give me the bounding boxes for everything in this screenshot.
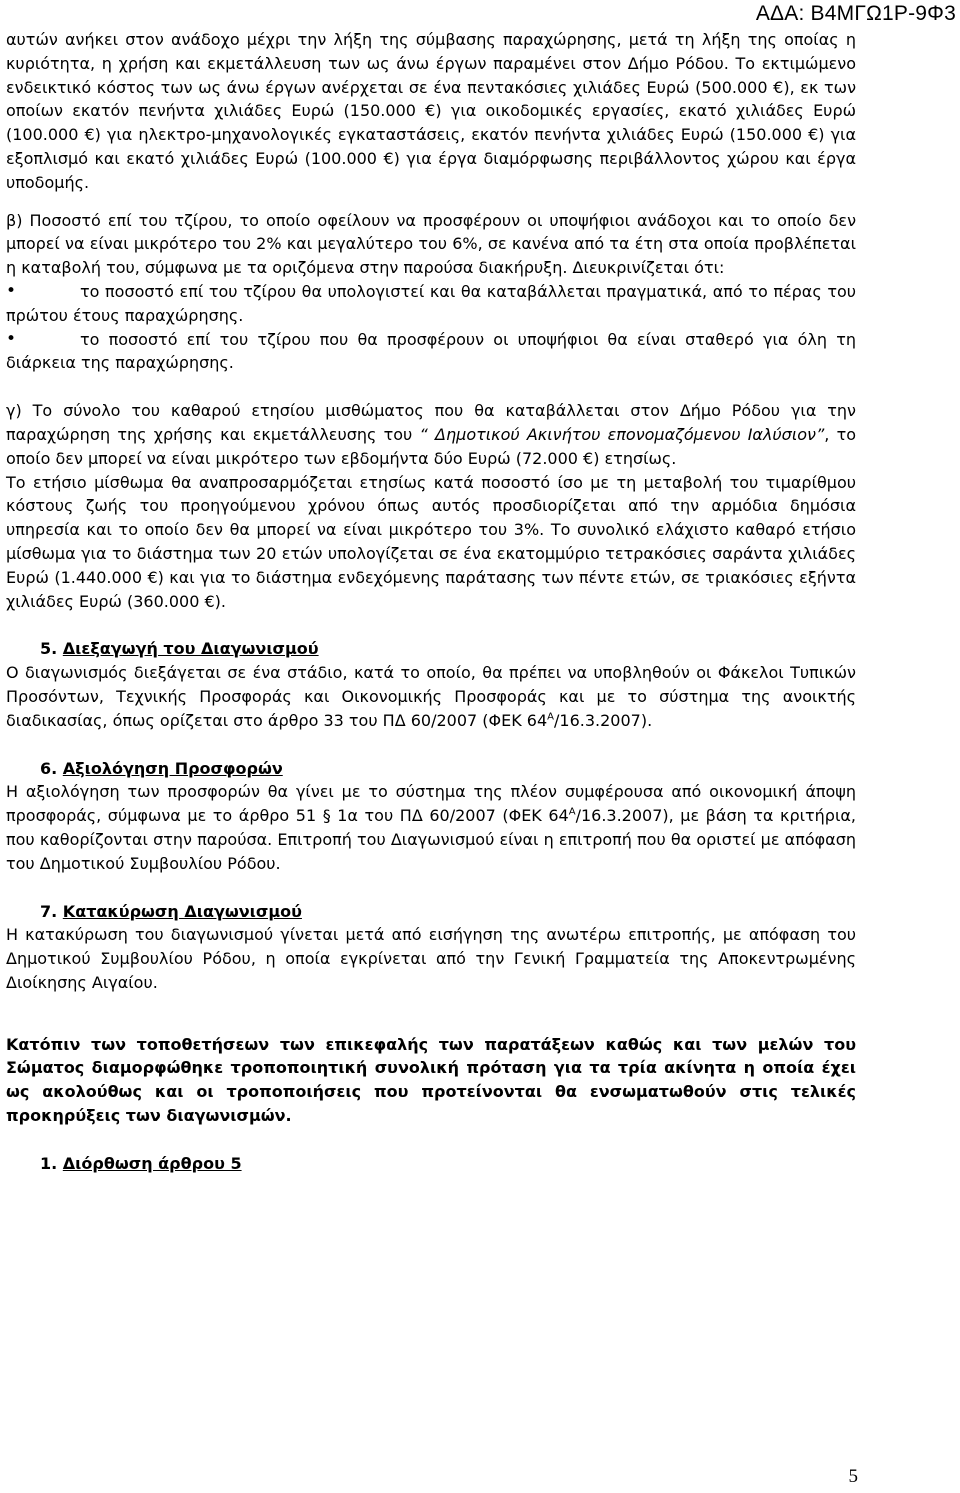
section-6-text-end: /16.3.2007), με βάση τα κριτήρια, που καθορίζονται στην παρούσα. Επιτροπή του Διαγωνισμού είναι η επιτροπή που θα οριστεί με απόφαση του Δημοτικού Συμβουλίου Ρόδου.	[6, 806, 857, 873]
document-body	[6, 28, 856, 1176]
section-6-number: 6.	[40, 758, 58, 778]
bullet-item	[6, 280, 856, 328]
section-1-number: 1.	[40, 1153, 58, 1173]
section-6-paragraph	[6, 780, 856, 875]
section-c-text-end: , το οποίο δεν μπορεί να είναι μικρότερο των εβδομήντα δύο Ευρώ (72.000 €) ετησίως.	[6, 424, 857, 468]
ada-code: ΑΔΑ: Β4ΜΓΩ1Ρ-9Φ3	[755, 2, 956, 25]
bullet-icon: •	[6, 280, 17, 301]
section-6-sup: Α	[568, 806, 576, 818]
section-1-title: Διόρθωση άρθρου 5	[62, 1153, 242, 1173]
section-7-heading	[6, 900, 856, 924]
section-5-sup: Α	[547, 711, 555, 723]
section-5-text-start: Ο διαγωνισμός διεξάγεται σε ένα στάδιο, κατά το οποίο, θα πρέπει να υποβληθούν οι Φάκελοι Τυπικών Προσόντων, Τεχνικής Προσφοράς και Οικονομικής Προσφοράς και με το σύστημα της ανοικτής διαδικασίας, όπως ορίζεται στο άρθρο 33 του ΠΔ 60/2007 (ΦΕΚ 64	[6, 663, 856, 730]
section-c-paragraph-2: Το ετήσιο μίσθωμα θα αναπροσαρμόζεται ετησίως κατά ποσοστό ίσο με τη μεταβολή του τιμαρίθμου κόστους ζωής του προηγούμενου χρόνου όπως αυτός προσδιορίζεται από την αρμόδια δημόσια υπηρεσία και το οποίο δεν θα μπορεί να είναι μικρότερο του 3%. Το συνολικό ελάχιστο καθαρό ετήσιο μίσθωμα για το διάστημα των 20 ετών υπολογίζεται σε ένα εκατομμύριο τετρακόσιες σαράντα χιλιάδες Ευρώ (1.440.000 €) και για το διάστημα ενδεχόμενης παράτασης των πέντε ετών, σε τριακόσιες εξήντα χιλιάδες Ευρώ (360.000 €).	[6, 472, 856, 611]
conclusion-paragraph: Κατόπιν των τοποθετήσεων των επικεφαλής των παρατάξεων καθώς και των μελών του Σώματος διαμορφώθηκε τροποποιητική συνολική πρόταση για τα τρία ακίνητα η οποία έχει ως ακολούθως και οι τροποποιήσεις που προτείνονται θα ενσωματωθούν στις τελικές προκηρύξεις των διαγωνισμών.	[6, 1034, 856, 1126]
page-number: 5	[848, 1466, 858, 1487]
section-c-text-start: γ) Το σύνολο του καθαρού ετησίου μισθώματος που θα καταβάλλεται στον Δήμο Ρόδου για την παραχώρηση της χρήσης και εκμετάλλευσης του	[6, 401, 856, 444]
intro-paragraph: αυτών ανήκει στον ανάδοχο μέχρι την λήξη της σύμβασης παραχώρησης, μετά τη λήξη της οποίας η κυριότητα, η χρήση και εκμετάλλευση των ως άνω έργων παραμένει στον Δήμο Ρόδου. Το εκτιμώμενο ενδεικτικό κόστος των ως άνω έργων ανέρχεται σε ένα πεντακόσιες χιλιάδες Ευρώ (500.000 €), εκ των οποίων εκατόν πενήντα χιλιάδες Ευρώ (150.000 €) για οικοδομικές εργασίες, εκατό χιλιάδες Ευρώ (100.000 €) για ηλεκτρο-μηχανολογικές εγκαταστάσεις, εκατόν πενήντα χιλιάδες Ευρώ (150.000 €) για εξοπλισμό και εκατό χιλιάδες Ευρώ (100.000 €) για έργα διαμόρφωσης περιβάλλοντος χώρου και έργα υποδομής.	[6, 30, 856, 192]
section-6-heading	[6, 757, 856, 781]
section-1-heading	[6, 1152, 856, 1176]
section-7-number: 7.	[40, 901, 58, 921]
section-c-paragraph	[6, 399, 856, 470]
section-6-title: Αξιολόγηση Προσφορών	[62, 758, 283, 778]
section-7-paragraph: Η κατακύρωση του διαγωνισμού γίνεται μετά από εισήγηση της ανωτέρω επιτροπής, με απόφαση του Δημοτικού Συμβουλίου Ρόδου, η οποία εγκρίνεται από την Γενική Γραμματεία της Αποκεντρωμένης Διοίκησης Αιγαίου.	[6, 925, 856, 992]
bullet-text: το ποσοστό επί του τζίρου θα υπολογιστεί και θα καταβάλλεται πραγματικά, από το πέρας του πρώτου έτους παραχώρησης.	[6, 281, 856, 325]
bullet-icon: •	[6, 328, 17, 349]
property-name: “ Δημοτικού Ακινήτου επονομαζόμενου Ιαλύσιον”	[419, 424, 825, 444]
section-5-title: Διεξαγωγή του Διαγωνισμού	[62, 639, 319, 659]
bullet-text: το ποσοστό επί του τζίρου που θα προσφέρουν οι υποψήφιοι θα είναι σταθερό για όλη τη διάρκεια της παραχώρησης.	[6, 329, 856, 373]
section-b-paragraph: β) Ποσοστό επί του τζίρου, το οποίο οφείλουν να προσφέρουν οι υποψήφιοι ανάδοχοι και το οποίο δεν μπορεί να είναι μικρότερο του 2% και μεγαλύτερο του 6%, σε κανένα από τα έτη στα οποία προβλέπεται η καταβολή του, σύμφωνα με τα οριζόμενα στην παρούσα διακήρυξη. Διευκρινίζεται ότι:	[6, 210, 856, 278]
section-7-title: Κατακύρωση Διαγωνισμού	[62, 901, 302, 921]
bullet-item	[6, 328, 856, 376]
section-5-text-end: /16.3.2007).	[554, 710, 653, 730]
section-5-heading	[6, 637, 856, 661]
section-5-paragraph	[6, 661, 856, 732]
section-6-text-start: Η αξιολόγηση των προσφορών θα γίνει με το σύστημα της πλέον συμφέρουσα από οικονομική άποψη προσφοράς, σύμφωνα με το άρθρο 51 § 1α του ΠΔ 60/2007 (ΦΕΚ 64	[6, 782, 856, 826]
section-5-number: 5.	[40, 639, 58, 659]
